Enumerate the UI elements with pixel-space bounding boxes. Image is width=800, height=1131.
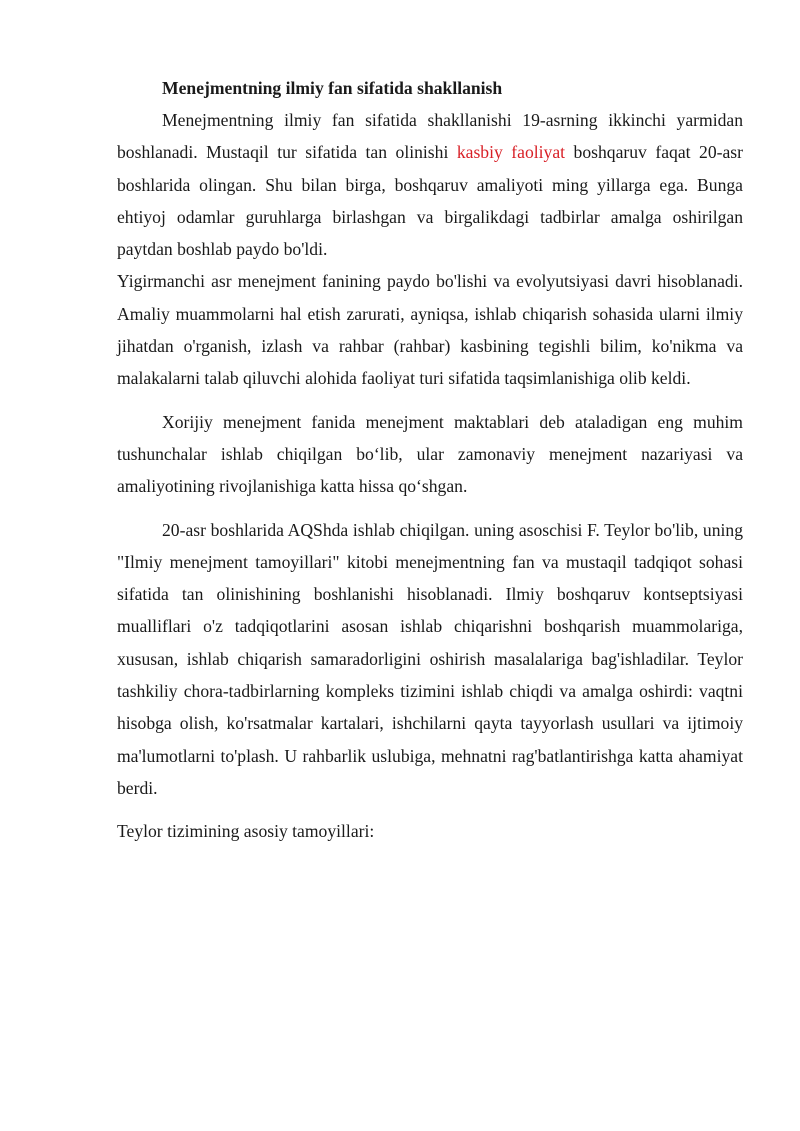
paragraph-intro-text-start: Menejmentning ilmiy fan sifatida shakllanishi 19-asrning ikkinchi yarmidan boshlanadi. Mustaqil tur sifatida tan olinishi [117,110,743,163]
paragraph-intro-text-end: boshqaruv faqat 20-asr boshlarida olingan. Shu bilan birga, boshqaruv amaliyoti ming yillarga ega. Bunga ehtiyoj odamlar guruhlarga birlashgan va birgalikdagi tadbirlar amalga oshirilgan paytdan boshlab paydo bo'ldi. [117,142,743,260]
paragraph-twentieth-century: Yigirmanchi asr menejment fanining paydo bo'lishi va evolyutsiyasi davri hisoblanadi. Amaliy muammolarni hal etish zarurati, ayniqsa, ishlab chiqarish sohasida ularni ilmiy jihatdan o'rganish, izlash va rahbar (rahbar) kasbining tegishli bilim, ko'nikma va malakalarni talab qiluvchi alohida faoliyat turi sifatida taqsimlanishiga olib keldi. [117,271,743,389]
paragraph-taylor-principles-lead: Teylor tizimining asosiy tamoyillari: [117,821,375,842]
kasbiy-faoliyat-link[interactable]: kasbiy faoliyat [456,142,566,163]
section-heading: Menejmentning ilmiy fan sifatida shakllanish [162,78,503,98]
paragraph-intro [117,104,743,265]
paragraph-foreign-schools: Xorijiy menejment fanida menejment maktablari deb ataladigan eng muhim tushunchalar ishlab chiqilgan bo‘lib, ular zamonaviy menejment nazariyasi va amaliyotining rivojlanishiga katta hissa qo‘shgan. [117,411,743,497]
document-page [117,72,743,848]
paragraph-taylor: 20-asr boshlarida AQShda ishlab chiqilgan. uning asoschisi F. Teylor bo'lib, uning "Ilmiy menejment tamoyillari" kitobi menejmentning fan va mustaqil tadqiqot sohasi sifatida tan olinishining boshlanishi hisoblanadi. Ilmiy boshqaruv kontseptsiyasi mualliflari o'z tadqiqotlarini asosan ishlab chiqarishni boshqarish muammolariga, xususan, ishlab chiqarish samaradorligini oshirish masalalariga bag'ishladilar. Teylor tashkiliy chora-tadbirlarning kompleks tizimini ishlab chiqdi va amalga oshirdi: vaqtni hisobga olish, ko'rsatmalar kartalari, ishchilarni qayta tayyorlash usullari va ijtimoiy ma'lumotlarni to'plash. U rahbarlik uslubiga, mehnatni rag'batlantirishga katta ahamiyat berdi. [117,519,743,798]
